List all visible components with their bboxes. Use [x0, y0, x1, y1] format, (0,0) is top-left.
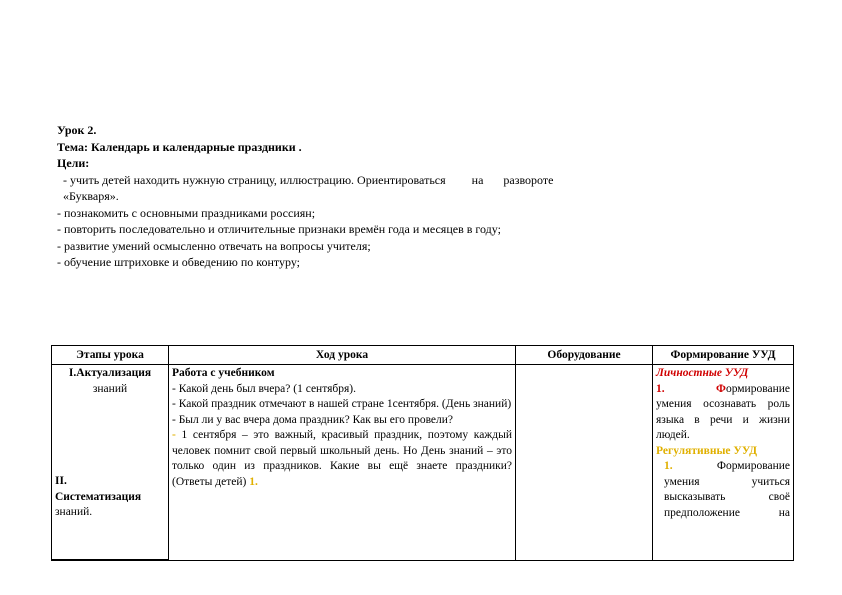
- goal-item: - развитие умений осмысленно отвечать на вопросы учителя;: [57, 238, 371, 253]
- regulatory-uud-number: 1.: [664, 460, 673, 472]
- regulatory-uud-item: [656, 459, 790, 521]
- lesson-intro: [57, 122, 757, 271]
- goals-label: Цели:: [57, 156, 90, 170]
- header-uud: Формирование УУД: [653, 346, 794, 365]
- goal-first-word-razvorote: развороте: [503, 172, 554, 187]
- paragraph-marker: 1.: [249, 475, 258, 488]
- course-question: - Какой праздник отмечают в нашей стране 1сентября. (День знаний): [172, 398, 512, 410]
- course-heading: Работа с учебником: [172, 367, 275, 379]
- personal-uud-item: [656, 382, 790, 444]
- stage2-number: II.: [55, 475, 67, 487]
- header-stages: Этапы урока: [52, 346, 169, 365]
- stage2-title: Систематизация: [55, 490, 142, 503]
- regulatory-uud-title: Регулятивные УУД: [656, 444, 758, 457]
- lesson-plan-table: [51, 345, 794, 561]
- paragraph-text: 1 сентября – это важный, красивый праздник, поэтому каждый человек помнит свой первый школьный день. Но День знаний – это только один из праздников. Какие вы ещё знаете праздники? (Ответы детей): [172, 429, 512, 488]
- stage2-subtitle: знаний.: [55, 506, 93, 518]
- lesson-topic: Тема: Календарь и календарные праздники .: [57, 139, 302, 154]
- course-cell: [169, 365, 516, 561]
- uud-cell: [653, 365, 794, 561]
- goal-first-continuation: «Букваря».: [63, 189, 119, 203]
- goal-first-word-na: на: [471, 172, 484, 187]
- paragraph-dash: -: [172, 429, 176, 441]
- lesson-number: Урок 2.: [57, 123, 97, 137]
- goal-item: [57, 172, 757, 189]
- course-question: - Был ли у вас вчера дома праздник? Как вы его провели?: [172, 413, 454, 426]
- personal-uud-number: 1.: [656, 382, 665, 395]
- equipment-cell: [516, 365, 653, 561]
- course-question: - Какой день был вчера? (1 сентября).: [172, 382, 356, 395]
- personal-uud-title: Личностные УУД: [656, 367, 749, 379]
- personal-uud-initial: Ф: [716, 382, 726, 395]
- goal-item: - обучение штриховке и обведению по контуру;: [57, 255, 300, 269]
- goal-item: - повторить последовательно и отличительные признаки времён года и месяцев в году;: [57, 222, 501, 236]
- header-equipment: Оборудование: [516, 346, 653, 365]
- table-header-row: [52, 346, 794, 365]
- header-course: Ход урока: [169, 346, 516, 365]
- stages-cell: [52, 365, 169, 561]
- goal-first-text: - учить детей находить нужную страницу, иллюстрацию. Ориентироваться: [63, 172, 446, 187]
- regulatory-uud-text: Формирование умения учиться высказывать своё предположение на: [664, 460, 790, 519]
- goal-item: - познакомить с основными праздниками россиян;: [57, 205, 316, 220]
- stage1-subtitle: знаний: [92, 382, 128, 395]
- personal-uud-text: ормирование умения осознавать роль языка в речи и жизни людей.: [656, 382, 790, 441]
- stage1-title: I.Актуализация: [68, 367, 152, 379]
- table-row: [52, 365, 794, 561]
- course-paragraph: [172, 428, 512, 490]
